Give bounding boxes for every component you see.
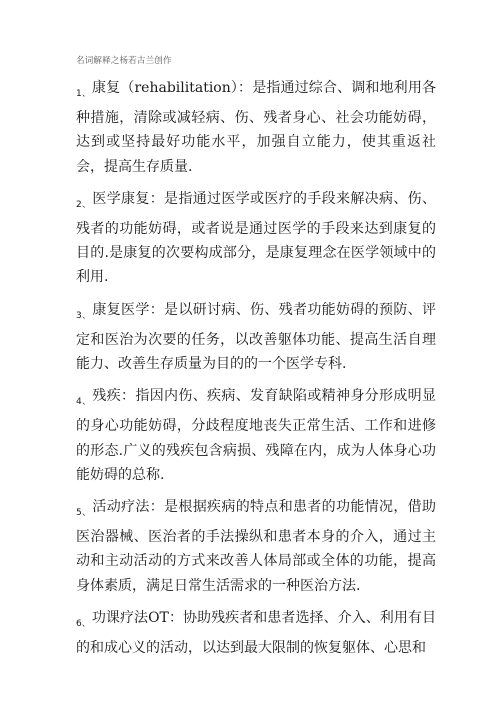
entry-6	[76, 606, 436, 660]
entry-text: 康复医学：是以研讨病、伤、残者功能妨碍的预防、评定和医治为次要的任务，以改善躯体功能、提高生活自理能力、改善生存质量为目的的一个医学专科.	[76, 301, 436, 373]
entry-number: 5、	[76, 508, 92, 519]
entry-text: 功课疗法OT：协助残疾者和患者选择、介入、利用有目的和成心义的活动，以达到最大限制的恢复躯体、心思和	[76, 609, 436, 657]
entry-2	[76, 187, 436, 290]
entry-number: 6、	[76, 618, 91, 629]
entry-3	[76, 298, 436, 377]
entry-5	[76, 495, 436, 598]
document-body	[76, 76, 436, 668]
entry-text: 医学康复：是指通过医学或医疗的手段来解决病、伤、残者的功能妨碍，或者说是通过医学的手段来达到康复的目的.是康复的次要构成部分，是康复理念在医学领域中的利用.	[76, 190, 436, 286]
entry-number: 4、	[76, 397, 92, 408]
entry-text: 康复（rehabilitation）：是指通过综合、调和地利用各种措施，清除或减轻病、伤、残者身心、社会功能妨碍，达到或坚持最好功能水平，加强自立能力，使其重返社会，提高生存质量.	[76, 80, 436, 175]
page-header: 名词解释之杨若古兰创作	[76, 56, 172, 66]
entry-number: 1、	[76, 89, 92, 99]
entry-text: 残疾：指因内伤、疾病、发育缺陷或精神身分形成明显的身心功能妨碍，分歧程度地丧失正常生活、工作和进修的形态.广义的残疾包含病损、残障在内，成为人体身心功能妨碍的总称.	[76, 388, 436, 483]
entry-number: 3、	[76, 310, 92, 321]
entry-number: 2、	[76, 199, 92, 210]
entry-4	[76, 384, 436, 487]
entry-text: 活动疗法：是根据疾病的特点和患者的功能情况，借助医治器械、医治者的手法操纵和患者本身的介入，通过主动和主动活动的方式来改善人体局部或全体的功能，提高身体素质，满足日常生活需求的一种医治方法.	[76, 499, 436, 594]
entry-1	[76, 76, 436, 179]
